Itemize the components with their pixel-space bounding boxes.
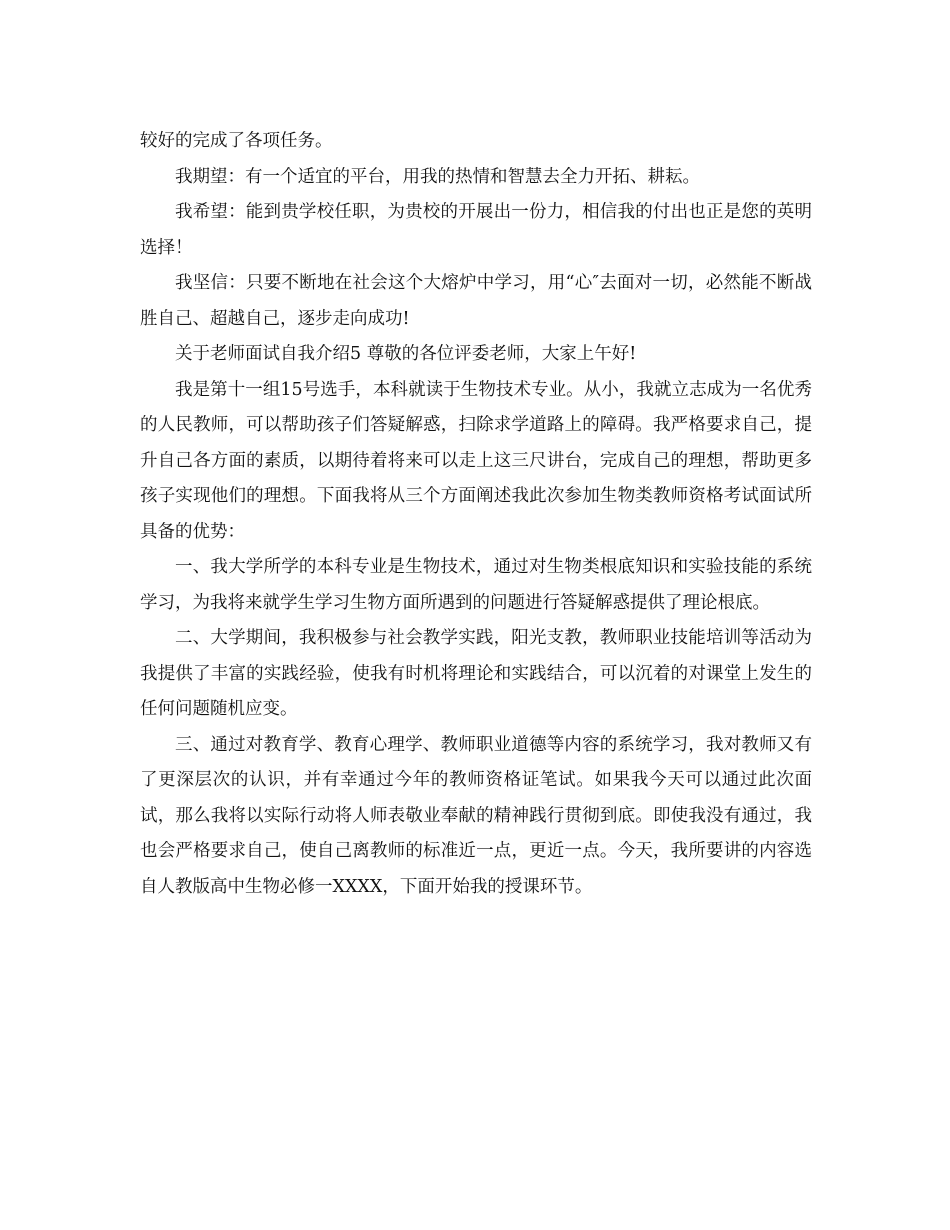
document-body: [140, 124, 812, 905]
paragraph-belief: 我坚信：只要不断地在社会这个大熔炉中学习，用“心″去面对一切，必然能不断战胜自己、超越自己，逐步走向成功!: [140, 273, 812, 329]
paragraph-greeting: 关于老师面试自我介绍5 尊敬的各位评委老师，大家上午好!: [175, 344, 637, 364]
paragraph-introduction: 我是第十一组15号选手，本科就读于生物技术专业。从小，我就立志成为一名优秀的人民教师，可以帮助孩子们答疑解惑，扫除求学道路上的障碍。我严格要求自己，提升自己各方面的素质，以期待着将来可以走上这三尺讲台，完成自己的理想，帮助更多孩子实现他们的理想。下面我将从三个方面阐述我此次参加生物类教师资格考试面试所具备的优势：: [140, 379, 812, 542]
paragraph-hope: 我希望：能到贵学校任职，为贵校的开展出一份力，相信我的付出也正是您的英明选择！: [140, 202, 812, 258]
paragraph-expectation: 我期望：有一个适宜的平台，用我的热情和智慧去全力开拓、耕耘。: [175, 166, 700, 187]
paragraph-advantage-three: 三、通过对教育学、教育心理学、教师职业道德等内容的系统学习，我对教师又有了更深层次的认识，并有幸通过今年的教师资格证笔试。如果我今天可以通过此次面试，那么我将以实际行动将人师表敬业奉献的精神践行贯彻到底。即使我没有通过，我也会严格要求自己，使自己离教师的标准近一点，更近一点。今天，我所要讲的内容选自人教版高中生物必修一XXXX，下面开始我的授课环节。: [140, 734, 812, 897]
paragraph-advantage-one: 一、我大学所学的本科专业是生物技术，通过对生物类根底知识和实验技能的系统学习，为我将来就学生学习生物方面所遇到的问题进行答疑解惑提供了理论根底。: [140, 557, 812, 613]
paragraph-continuation: 较好的完成了各项任务。: [140, 131, 333, 151]
paragraph-advantage-two: 二、大学期间，我积极参与社会教学实践，阳光支教，教师职业技能培训等活动为我提供了丰富的实践经验，使我有时机将理论和实践结合，可以沉着的对课堂上发生的任何问题随机应变。: [140, 628, 812, 719]
